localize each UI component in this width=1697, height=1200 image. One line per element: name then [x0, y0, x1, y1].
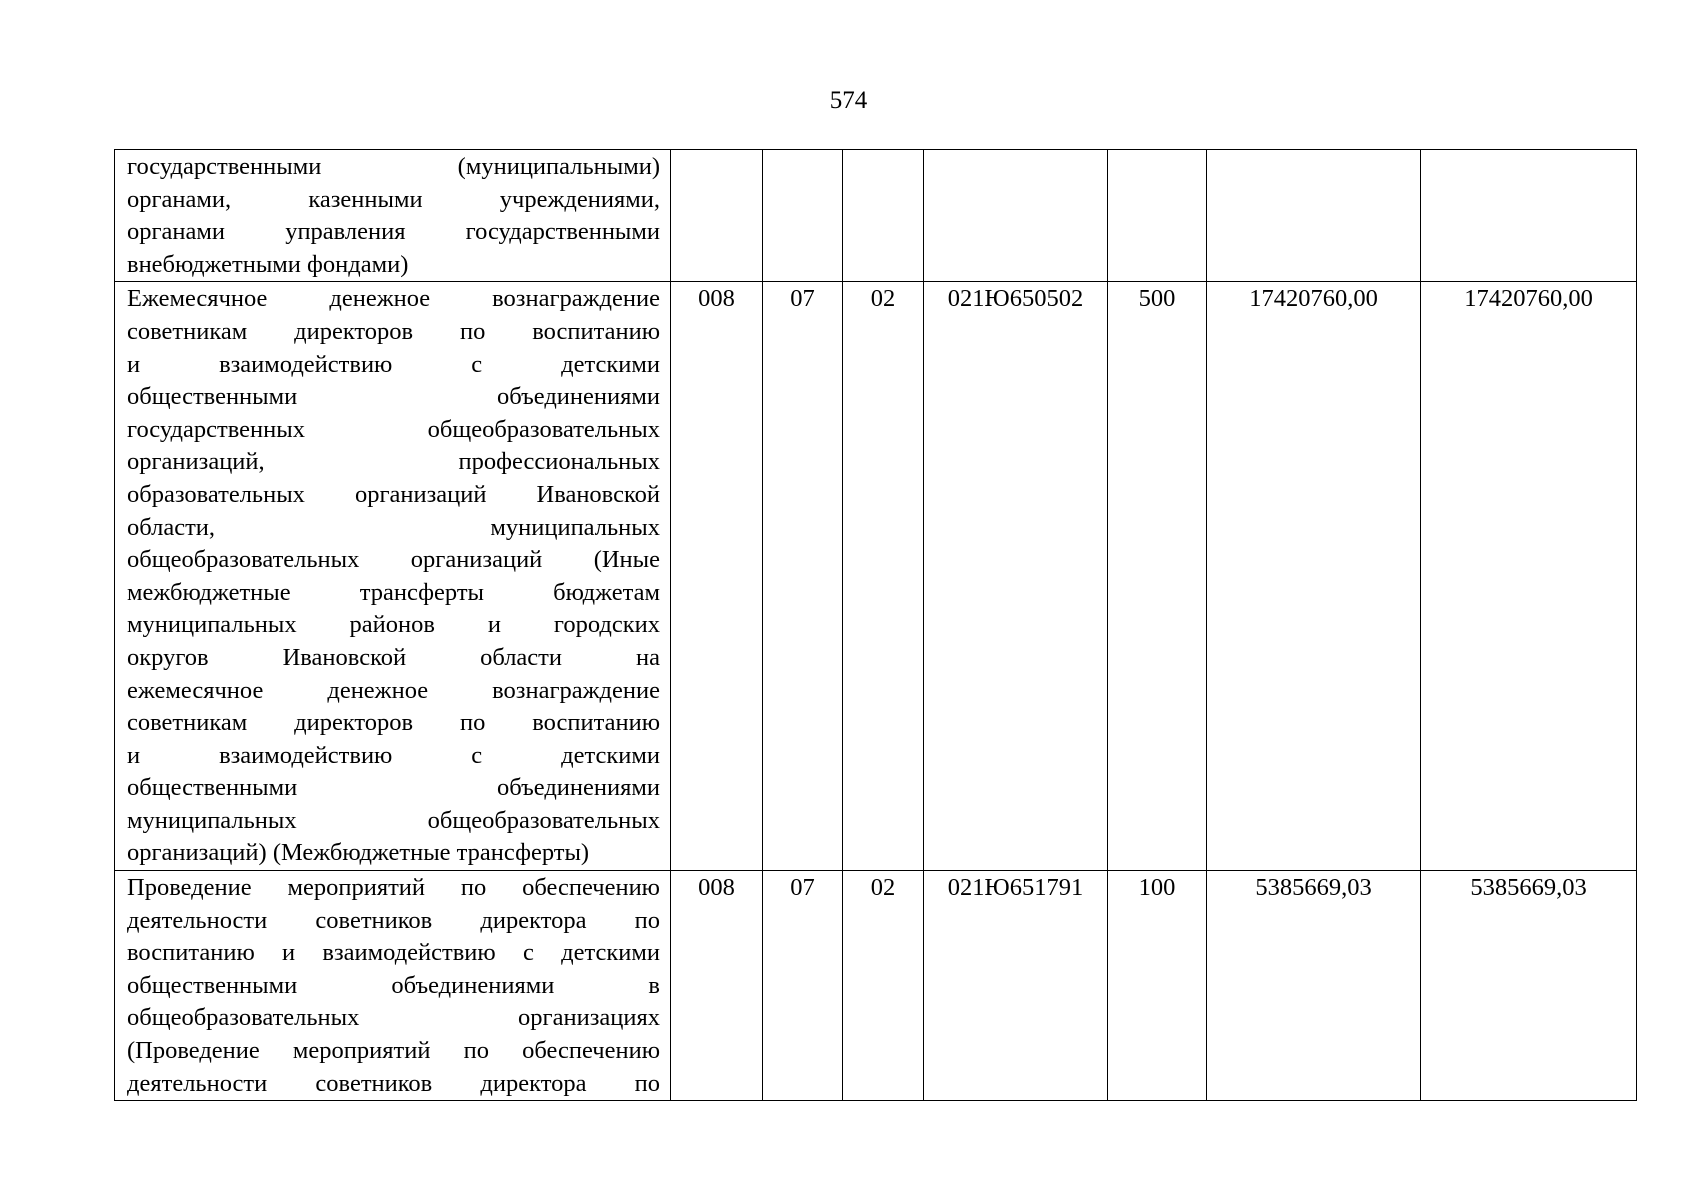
- cell-sum-1: 17420760,00: [1207, 282, 1421, 871]
- description-line: муниципальных общеобразовательных: [127, 806, 660, 834]
- description-line: общеобразовательных организациях: [127, 1004, 660, 1032]
- row-description: [115, 871, 671, 1101]
- cell-pr: 02: [843, 871, 924, 1101]
- description-line: ежемесячное денежное вознаграждение: [127, 676, 660, 704]
- cell-csr: 021Ю650502: [924, 282, 1108, 871]
- description-line: организаций) (Межбюджетные трансферты): [127, 839, 590, 867]
- description-line: межбюджетные трансферты бюджетам: [127, 578, 660, 606]
- cell-sum-2: 5385669,03: [1421, 871, 1637, 1101]
- cell-rz: 07: [763, 871, 843, 1101]
- description-line: советникам директоров по воспитанию: [127, 317, 660, 345]
- description-line: советникам директоров по воспитанию: [127, 709, 660, 737]
- table-row: [115, 871, 1637, 1101]
- description-line: округов Ивановской области на: [127, 643, 660, 671]
- cell-rz: [763, 150, 843, 282]
- cell-csr: [924, 150, 1108, 282]
- description-line: органами управления государственными: [127, 218, 660, 246]
- description-line: воспитанию и взаимодействию с детскими: [127, 939, 660, 967]
- cell-gr: 008: [671, 871, 763, 1101]
- description-line: общественными объединениями в: [127, 971, 660, 999]
- cell-gr: [671, 150, 763, 282]
- cell-csr: 021Ю651791: [924, 871, 1108, 1101]
- budget-table: [114, 149, 1637, 1101]
- description-line: общественными объединениями: [127, 383, 660, 411]
- description-line: (Проведение мероприятий по обеспечению: [127, 1037, 660, 1065]
- cell-vr: 100: [1108, 871, 1207, 1101]
- cell-gr: 008: [671, 282, 763, 871]
- cell-sum-1: [1207, 150, 1421, 282]
- cell-pr: 02: [843, 282, 924, 871]
- description-line: государственными (муниципальными): [127, 153, 660, 180]
- description-line: общеобразовательных организаций (Иные: [127, 546, 660, 574]
- description-line: внебюджетными фондами): [127, 250, 409, 278]
- cell-vr: [1108, 150, 1207, 282]
- cell-vr: 500: [1108, 282, 1207, 871]
- description-line: Проведение мероприятий по обеспечению: [127, 874, 660, 902]
- description-line: деятельности советников директора по: [127, 1069, 660, 1097]
- table-row: [115, 150, 1637, 282]
- row-description: [115, 282, 671, 871]
- cell-pr: [843, 150, 924, 282]
- cell-rz: 07: [763, 282, 843, 871]
- description-line: и взаимодействию с детскими: [127, 741, 660, 769]
- cell-sum-2: 17420760,00: [1421, 282, 1637, 871]
- description-line: муниципальных районов и городских: [127, 611, 660, 639]
- description-line: органами, казенными учреждениями,: [127, 185, 660, 213]
- description-line: общественными объединениями: [127, 774, 660, 802]
- table-row: [115, 282, 1637, 871]
- page-number: 574: [829, 87, 868, 114]
- description-line: области, муниципальных: [127, 513, 660, 541]
- description-line: деятельности советников директора по: [127, 906, 660, 934]
- cell-sum-2: [1421, 150, 1637, 282]
- description-line: организаций, профессиональных: [127, 448, 660, 476]
- description-line: Ежемесячное денежное вознаграждение: [127, 285, 660, 313]
- row-description: [115, 150, 671, 282]
- description-line: образовательных организаций Ивановской: [127, 480, 660, 508]
- description-line: государственных общеобразовательных: [127, 415, 660, 443]
- cell-sum-1: 5385669,03: [1207, 871, 1421, 1101]
- description-line: и взаимодействию с детскими: [127, 350, 660, 378]
